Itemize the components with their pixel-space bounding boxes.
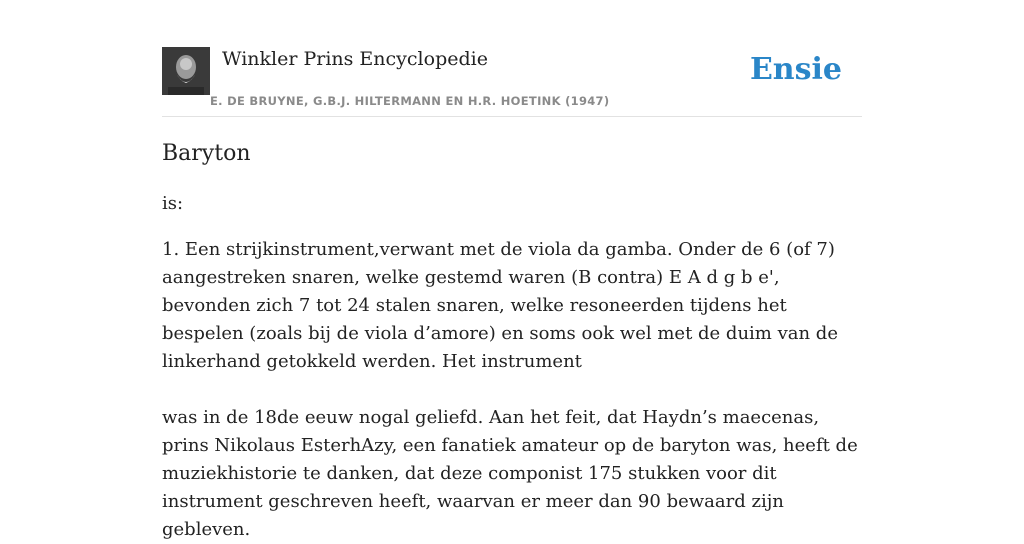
portrait-photo-icon [162,47,210,95]
article-paragraph: was in de 18de eeuw nogal geliefd. Aan het feit, dat Haydn’s maecenas, prins Nikolaus EsterhAzy, een fanatiek amateur op de baryton was, heeft de muziekhistorie te danken, dat deze componist 175 stukken voor dit instrument geschreven heeft, waarvan er meer dan 90 bewaard zijn gebleven. [162,407,858,540]
avatar[interactable] [162,47,210,95]
site-header [162,44,862,117]
article-intro: is: [162,193,184,214]
brand-logo-link[interactable]: Ensie [749,52,842,87]
article-content [162,134,862,544]
site-subtitle: E. DE BRUYNE, G.B.J. HILTERMANN EN H.R. HOETINK (1947) [210,94,610,108]
article-title: Baryton [162,141,251,166]
site-title[interactable]: Winkler Prins Encyclopedie [222,48,488,70]
article-paragraph: 1. Een strijkinstrument,verwant met de viola da gamba. Onder de 6 (of 7) aangestreken snaren, welke gestemd waren (B contra) E A d g b e', bevonden zich 7 tot 24 stalen snaren, welke resoneerden tijdens het bespelen (zoals bij de viola d’amore) en soms ook wel met de duim van de linkerhand getokkeld werden. Het instrument [162,239,838,372]
